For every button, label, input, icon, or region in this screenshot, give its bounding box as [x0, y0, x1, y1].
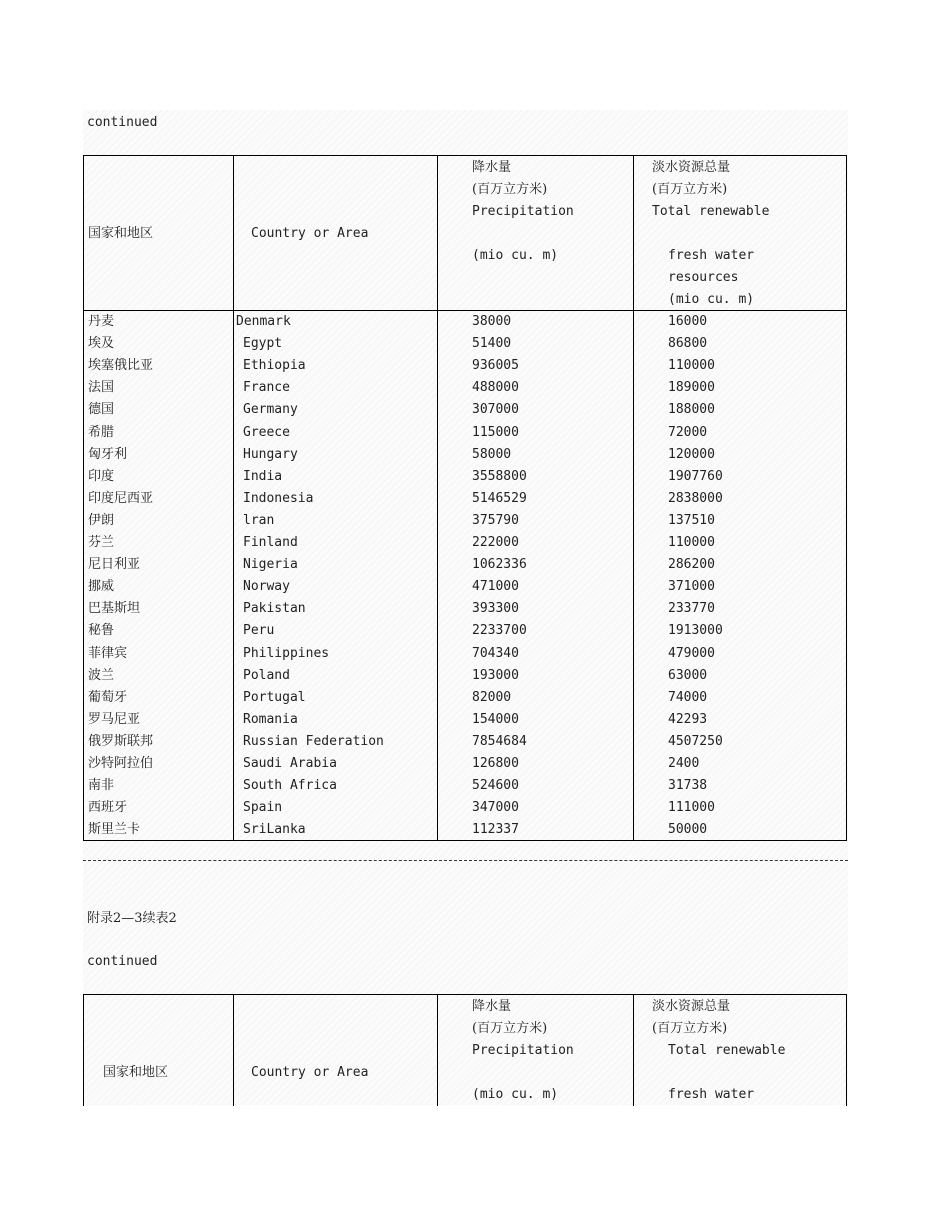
table-row [84, 333, 846, 355]
precipitation-cell: 936005 [472, 358, 519, 374]
precipitation-cell: 3558800 [472, 468, 527, 484]
country-en-cell: lran [243, 512, 275, 528]
header-precip-unit-en: (mio cu. m) [472, 1087, 559, 1102]
country-en-cell: Peru [243, 623, 275, 639]
header-fresh-unit-en: (mio cu. m) [668, 292, 755, 307]
table-row [84, 355, 846, 377]
country-en-cell: Greece [243, 424, 290, 440]
header-precip-cn: 降水量 [472, 999, 512, 1014]
country-cn-cell: 埃及 [88, 336, 115, 352]
table-row [84, 775, 846, 797]
country-cn-cell: 法国 [88, 380, 115, 396]
precipitation-cell: 307000 [472, 402, 519, 418]
table-row [84, 643, 846, 665]
header-fresh-en-1: Total renewable [652, 204, 770, 219]
table-row [84, 819, 846, 841]
country-en-cell: Russian Federation [243, 733, 384, 749]
fresh-water-cell: 42293 [668, 711, 708, 727]
fresh-water-cell: 1913000 [668, 623, 723, 639]
country-cn-cell: 波兰 [88, 667, 115, 683]
country-en-cell: India [243, 468, 283, 484]
precipitation-cell: 1062336 [472, 557, 527, 573]
precipitation-cell: 82000 [472, 689, 512, 705]
header-country-en: Country or Area [251, 1065, 369, 1080]
precipitation-cell: 524600 [472, 778, 519, 794]
page-break-divider [83, 860, 848, 861]
country-cn-cell: 秘鲁 [88, 623, 115, 639]
country-cn-cell: 埃塞俄比亚 [88, 358, 154, 374]
country-cn-cell: 挪威 [88, 579, 115, 595]
country-en-cell: Philippines [243, 645, 330, 661]
country-cn-cell: 尼日利亚 [88, 557, 141, 573]
country-en-cell: Poland [243, 667, 290, 683]
table-row [84, 620, 846, 642]
fresh-water-cell: 2400 [668, 756, 700, 771]
table-row [84, 488, 846, 510]
country-cn-cell: 希腊 [88, 424, 115, 440]
header-country-cn: 国家和地区 [88, 226, 154, 241]
country-en-cell: South Africa [243, 778, 337, 794]
fresh-water-cell: 233770 [668, 601, 715, 617]
header-precip-cn: 降水量 [472, 160, 512, 175]
header-fresh-en-3: resources [668, 270, 739, 285]
fresh-water-cell: 188000 [668, 402, 715, 418]
precipitation-cell: 2233700 [472, 623, 527, 639]
country-cn-cell: 沙特阿拉伯 [88, 756, 154, 771]
header-fresh-unit-cn: (百万立方米) [652, 182, 728, 197]
country-cn-cell: 西班牙 [88, 800, 128, 816]
column-divider [633, 995, 634, 1106]
data-table-2 [83, 994, 847, 1106]
country-cn-cell: 俄罗斯联邦 [88, 733, 154, 749]
country-en-cell: Portugal [243, 689, 306, 705]
appendix-title: 附录2—3续表2 [87, 911, 177, 926]
fresh-water-cell: 50000 [668, 822, 708, 838]
country-cn-cell: 菲律宾 [88, 645, 128, 661]
precipitation-cell: 222000 [472, 535, 519, 550]
fresh-water-cell: 111000 [668, 800, 715, 816]
precipitation-cell: 704340 [472, 645, 519, 661]
fresh-water-cell: 110000 [668, 358, 715, 374]
header-fresh-en-1: Total renewable [668, 1043, 786, 1058]
country-en-cell: Hungary [243, 446, 298, 462]
fresh-water-cell: 371000 [668, 579, 715, 595]
precipitation-cell: 38000 [472, 314, 512, 329]
continued-label-2: continued [87, 954, 158, 969]
precipitation-cell: 112337 [472, 822, 519, 838]
fresh-water-cell: 4507250 [668, 733, 723, 749]
column-divider [437, 995, 438, 1106]
data-table [83, 155, 847, 841]
header-precip-unit-en: (mio cu. m) [472, 248, 559, 263]
continued-label: continued [87, 115, 158, 130]
header-fresh-cn: 淡水资源总量 [652, 160, 731, 175]
country-en-cell: France [243, 380, 290, 396]
table-row [84, 709, 846, 731]
table-row [84, 665, 846, 687]
country-en-cell: SriLanka [243, 822, 306, 838]
country-en-cell: Finland [243, 535, 298, 550]
header-country-cn: 国家和地区 [103, 1065, 169, 1080]
table-row [84, 687, 846, 709]
country-en-cell: Pakistan [243, 601, 306, 617]
fresh-water-cell: 137510 [668, 512, 715, 528]
fresh-water-cell: 479000 [668, 645, 715, 661]
precipitation-cell: 5146529 [472, 490, 527, 506]
precipitation-cell: 471000 [472, 579, 519, 595]
table-row [84, 797, 846, 819]
country-en-cell: Nigeria [243, 557, 298, 573]
fresh-water-cell: 1907760 [668, 468, 723, 484]
header-precip-unit-cn: (百万立方米) [472, 182, 548, 197]
table-row [84, 444, 846, 466]
country-cn-cell: 印度 [88, 468, 115, 484]
country-en-cell: Spain [243, 800, 283, 816]
country-cn-cell: 斯里兰卡 [88, 822, 141, 838]
table-row [84, 311, 846, 333]
table-row [84, 576, 846, 598]
header-fresh-en-2: fresh water [668, 248, 755, 263]
country-cn-cell: 丹麦 [88, 314, 115, 329]
country-cn-cell: 匈牙利 [88, 446, 128, 462]
header-precip-unit-cn: (百万立方米) [472, 1021, 548, 1036]
fresh-water-cell: 63000 [668, 667, 708, 683]
country-en-cell: Egypt [243, 336, 283, 352]
country-cn-cell: 南非 [88, 778, 115, 794]
precipitation-cell: 488000 [472, 380, 519, 396]
precipitation-cell: 193000 [472, 667, 519, 683]
country-en-cell: Norway [243, 579, 290, 595]
country-en-cell: Germany [243, 402, 298, 418]
table-row [84, 598, 846, 620]
precipitation-cell: 51400 [472, 336, 512, 352]
country-cn-cell: 巴基斯坦 [88, 601, 141, 617]
precipitation-cell: 7854684 [472, 733, 527, 749]
precipitation-cell: 115000 [472, 424, 519, 440]
column-divider [233, 995, 234, 1106]
header-fresh-en-2: fresh water [668, 1087, 755, 1102]
country-cn-cell: 葡萄牙 [88, 689, 128, 705]
table-row [84, 554, 846, 576]
country-en-cell: Romania [243, 711, 298, 727]
fresh-water-cell: 86800 [668, 336, 708, 352]
precipitation-cell: 393300 [472, 601, 519, 617]
country-cn-cell: 罗马尼亚 [88, 711, 141, 727]
country-en-cell: Saudi Arabia [243, 756, 337, 771]
precipitation-cell: 375790 [472, 512, 519, 528]
header-fresh-unit-cn: (百万立方米) [652, 1021, 728, 1036]
precipitation-cell: 126800 [472, 756, 519, 771]
fresh-water-cell: 31738 [668, 778, 708, 794]
table-row [84, 422, 846, 444]
table-row [84, 532, 846, 554]
fresh-water-cell: 189000 [668, 380, 715, 396]
table-row [84, 377, 846, 399]
table-row [84, 399, 846, 421]
header-fresh-cn: 淡水资源总量 [652, 999, 731, 1014]
fresh-water-cell: 120000 [668, 446, 715, 462]
precipitation-cell: 347000 [472, 800, 519, 816]
country-cn-cell: 伊朗 [88, 512, 115, 528]
table-row [84, 753, 846, 775]
fresh-water-cell: 72000 [668, 424, 708, 440]
fresh-water-cell: 2838000 [668, 490, 723, 506]
country-en-cell: Ethiopia [243, 358, 306, 374]
table-row [84, 466, 846, 488]
fresh-water-cell: 110000 [668, 535, 715, 550]
fresh-water-cell: 16000 [668, 314, 708, 329]
country-cn-cell: 印度尼西亚 [88, 490, 154, 506]
precipitation-cell: 58000 [472, 446, 512, 462]
header-precip-en: Precipitation [472, 1043, 574, 1058]
table-row [84, 510, 846, 532]
country-en-cell: Denmark [236, 314, 291, 329]
header-precip-en: Precipitation [472, 204, 574, 219]
fresh-water-cell: 74000 [668, 689, 708, 705]
country-cn-cell: 芬兰 [88, 535, 115, 550]
fresh-water-cell: 286200 [668, 557, 715, 573]
country-en-cell: Indonesia [243, 490, 314, 506]
table-row [84, 731, 846, 753]
country-cn-cell: 德国 [88, 402, 115, 418]
precipitation-cell: 154000 [472, 711, 519, 727]
header-country-en: Country or Area [251, 226, 369, 241]
